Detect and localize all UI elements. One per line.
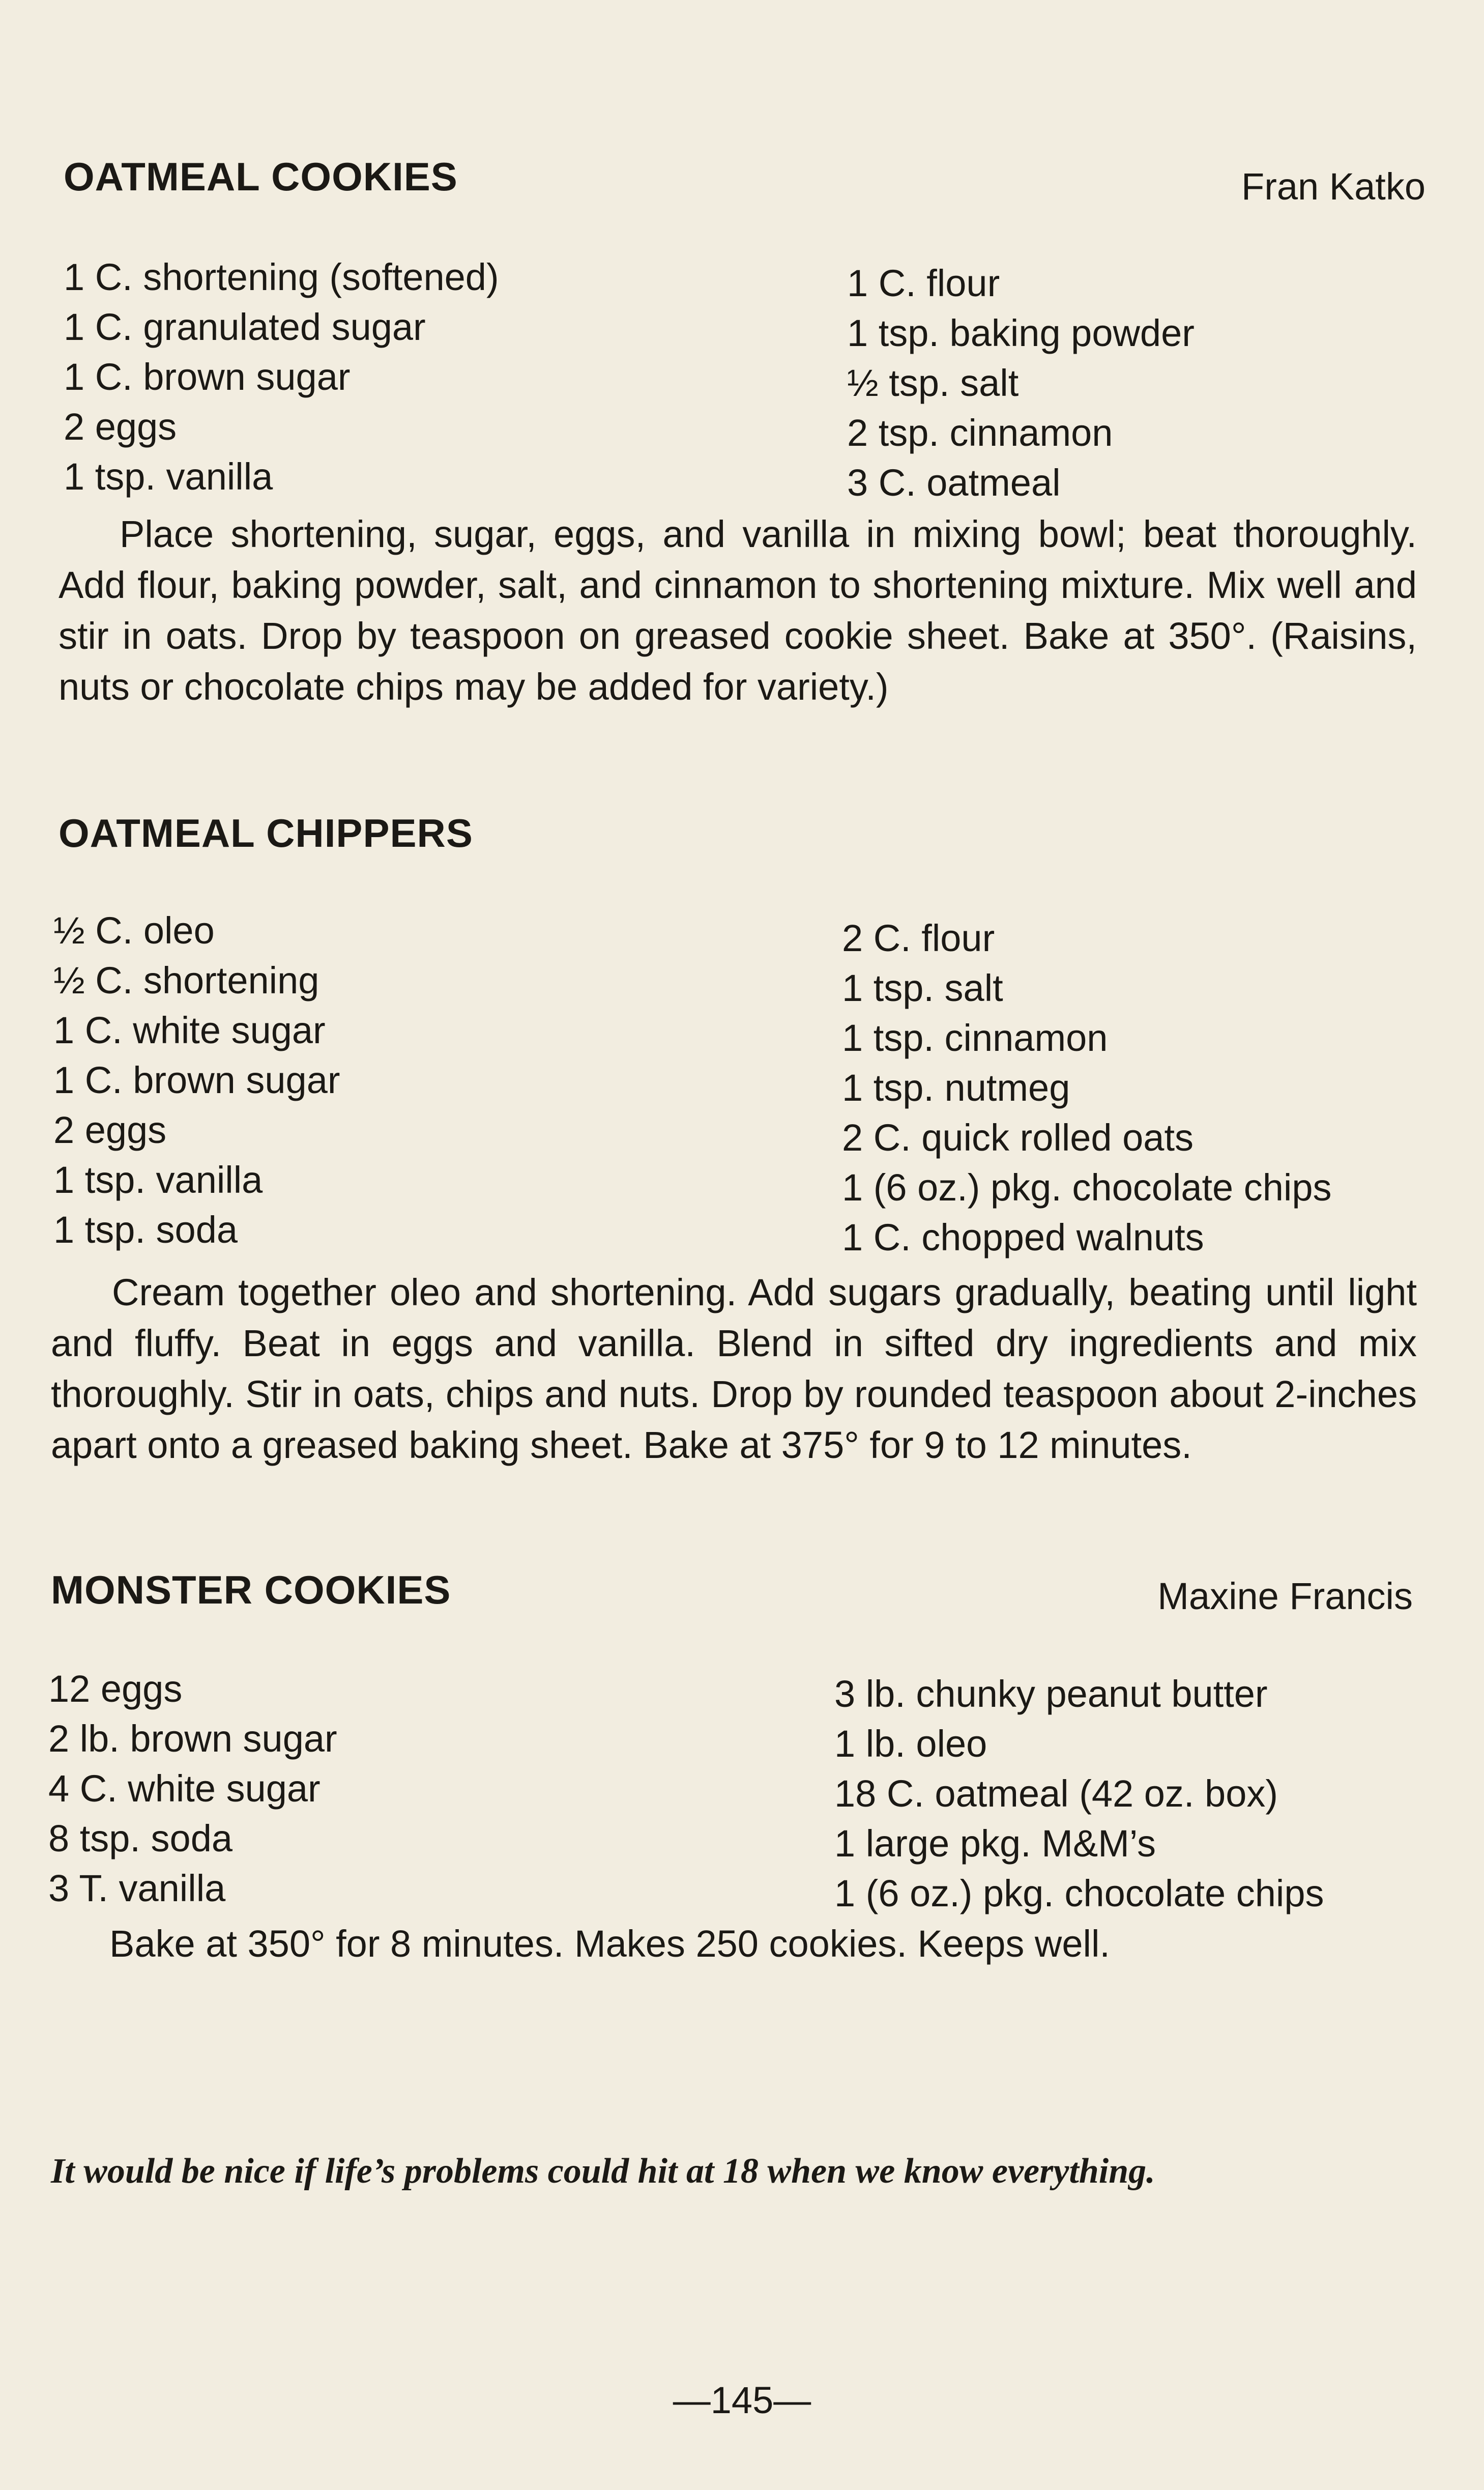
ingredient: 1 C. chopped walnuts	[842, 1216, 1204, 1258]
ingredient: ½ tsp. salt	[847, 362, 1019, 404]
ingredient: 1 tsp. baking powder	[847, 312, 1195, 354]
ingredient: 1 (6 oz.) pkg. chocolate chips	[834, 1872, 1324, 1914]
ingredient: 3 lb. chunky peanut butter	[834, 1673, 1268, 1715]
ingredient: 2 lb. brown sugar	[48, 1718, 337, 1760]
recipe-method: Bake at 350° for 8 minutes. Makes 250 cookies. Keeps well.	[109, 1923, 1110, 1965]
ingredient: 2 C. flour	[842, 917, 995, 959]
ingredient: 1 tsp. salt	[842, 967, 1003, 1009]
ingredient: 1 tsp. nutmeg	[842, 1067, 1070, 1109]
ingredient: 1 tsp. cinnamon	[842, 1017, 1108, 1059]
ingredient-list-right	[847, 259, 1195, 508]
ingredient: 1 lb. oleo	[834, 1723, 987, 1765]
ingredient: 4 C. white sugar	[48, 1767, 321, 1810]
ingredient: ½ C. oleo	[53, 909, 215, 952]
ingredient: 1 C. granulated sugar	[64, 306, 426, 348]
quote: It would be nice if life’s problems could hit at 18 when we know everything.	[51, 2152, 1155, 2191]
ingredient: 2 eggs	[53, 1109, 167, 1151]
ingredient: 1 C. flour	[847, 262, 1000, 304]
ingredient: 1 tsp. soda	[53, 1209, 238, 1251]
recipe-title: OATMEAL COOKIES	[64, 154, 458, 199]
ingredient: 2 C. quick rolled oats	[842, 1117, 1194, 1159]
ingredient-list-left	[53, 906, 340, 1255]
ingredient: 2 eggs	[64, 406, 177, 448]
ingredient: 1 C. brown sugar	[53, 1059, 340, 1101]
recipe-method: Cream together oleo and shortening. Add sugars gradually, beating until light and fluffy. Beat in eggs and vanilla. Blend in sifted dry ingredients and mix thoroughly. Stir in oats, chips and nuts. Drop by rounded teaspoon about 2-inches apart onto a greased baking sheet. Bake at 375° for 9 to 12 minutes.	[51, 1271, 1417, 1466]
recipe-method: Place shortening, sugar, eggs, and vanilla in mixing bowl; beat thoroughly. Add flour, baking powder, salt, and cinnamon to shortening mixture. Mix well and stir in oats. Drop by teaspoon on greased cookie sheet. Bake at 350°. (Raisins, nuts or chocolate chips may be added for variety.)	[59, 513, 1417, 708]
ingredient: 1 C. brown sugar	[64, 356, 351, 398]
ingredient-list-right	[834, 1669, 1324, 1919]
ingredient-list-right	[842, 913, 1332, 1263]
ingredient: 8 tsp. soda	[48, 1817, 233, 1859]
ingredient: 3 C. oatmeal	[847, 462, 1061, 504]
ingredient: 1 tsp. vanilla	[64, 455, 273, 498]
ingredient: 1 C. shortening (softened)	[64, 256, 499, 298]
ingredient: 12 eggs	[48, 1668, 183, 1710]
ingredient-list-left	[64, 252, 499, 502]
page-number: —145—	[673, 2379, 811, 2421]
ingredient: 1 C. white sugar	[53, 1009, 326, 1051]
recipe-author: Maxine Francis	[1157, 1575, 1413, 1617]
recipe-title: MONSTER COOKIES	[51, 1567, 451, 1612]
recipe-author: Fran Katko	[1241, 165, 1425, 208]
ingredient: 1 (6 oz.) pkg. chocolate chips	[842, 1166, 1332, 1209]
recipe-title: OATMEAL CHIPPERS	[59, 811, 473, 855]
ingredient: 1 tsp. vanilla	[53, 1159, 263, 1201]
ingredient: 18 C. oatmeal (42 oz. box)	[834, 1772, 1278, 1815]
ingredient: 2 tsp. cinnamon	[847, 412, 1113, 454]
ingredient: 1 large pkg. M&M’s	[834, 1822, 1156, 1865]
ingredient: 3 T. vanilla	[48, 1867, 226, 1909]
ingredient: ½ C. shortening	[53, 959, 319, 1001]
ingredient-list-left	[48, 1664, 337, 1913]
